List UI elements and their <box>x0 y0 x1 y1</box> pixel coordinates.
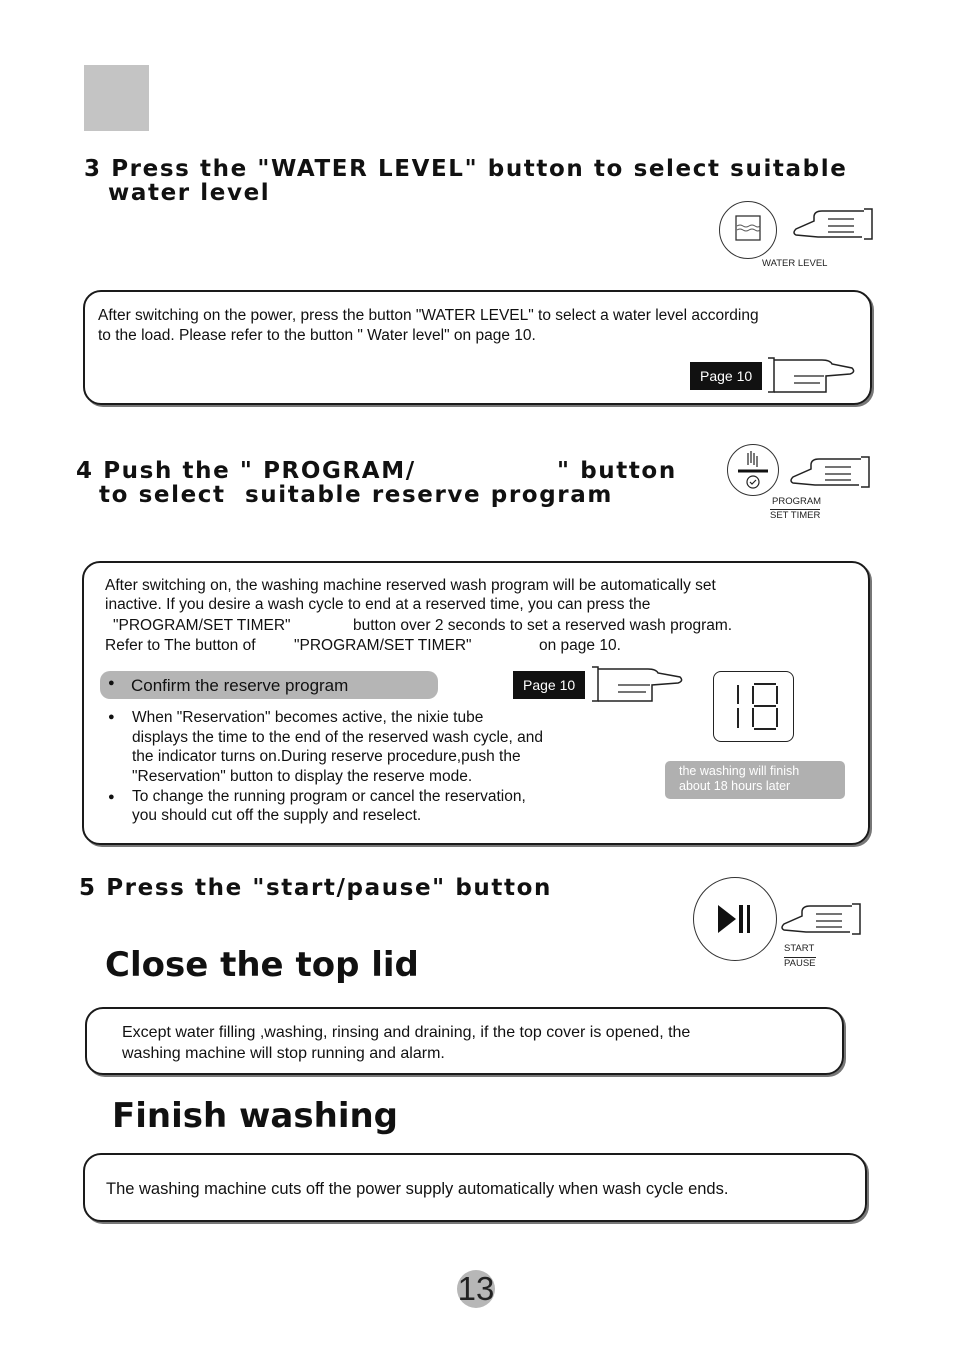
display-note <box>665 761 845 799</box>
step3-title-line2: water level <box>108 180 271 206</box>
water-level-icon-label: WATER LEVEL <box>762 258 828 269</box>
display-note-line1: the washing will finish <box>679 764 800 778</box>
pointing-hand-icon <box>780 902 866 943</box>
step4-text-line4a: Refer to The button of <box>105 637 256 654</box>
step4-text-line4b: "PROGRAM/SET TIMER" <box>294 637 472 654</box>
bullet2-line1: To change the running program or cancel the reservation, <box>132 788 526 805</box>
bullet-icon: ● <box>108 677 115 689</box>
start-icon-label: START <box>784 943 815 954</box>
header-square <box>84 65 149 131</box>
step3-page-reference: Page 10 <box>690 362 762 390</box>
bullet-icon: ● <box>108 791 115 803</box>
step4-page-reference: Page 10 <box>513 671 585 699</box>
confirm-reserve-label: Confirm the reserve program <box>131 676 349 695</box>
nixie-display <box>713 671 794 742</box>
water-level-button-icon <box>719 201 777 259</box>
bullet-icon: ● <box>108 711 115 723</box>
page-number: 13 <box>457 1270 495 1307</box>
step3-text-line2: to the load. Please refer to the button " Water level" on page 10. <box>98 327 536 344</box>
bullet2-line2: you should cut off the supply and reselect. <box>132 807 422 824</box>
close-lid-text-line2: washing machine will stop running and alarm. <box>122 1045 445 1062</box>
program-icon-label: PROGRAM <box>772 496 822 507</box>
pointing-hand-icon <box>792 207 878 248</box>
step4-text-line3b: button over 2 seconds to set a reserved wash program. <box>353 617 733 634</box>
step4-title-line2b: suitable reserve program <box>245 482 613 508</box>
pointing-hand-right-icon <box>764 354 856 401</box>
step4-title-end: " button <box>557 458 677 484</box>
pointing-hand-right-icon <box>588 663 684 710</box>
display-note-line2: about 18 hours later <box>679 779 791 793</box>
step4-title: 4 Push the " PROGRAM/ <box>76 458 416 484</box>
bullet1-line2: displays the time to the end of the reserved wash cycle, and <box>132 729 543 746</box>
step4-text-line3a: "PROGRAM/SET TIMER" <box>113 617 291 634</box>
bullet1-line1: When "Reservation" becomes active, the nixie tube <box>132 709 484 726</box>
bullet1-line4: "Reservation" button to display the reserve mode. <box>132 768 473 785</box>
step3-title: 3 Press the "WATER LEVEL" button to select suitable <box>84 156 848 182</box>
pause-icon-label: PAUSE <box>784 958 816 969</box>
close-lid-text-line1: Except water filling ,washing, rinsing and draining, if the top cover is opened, the <box>122 1024 691 1041</box>
bullet1-line3: the indicator turns on.During reserve procedure,push the <box>132 748 521 765</box>
finish-washing-heading: Finish washing <box>112 1096 399 1136</box>
close-lid-heading: Close the top lid <box>105 945 419 985</box>
step4-title-line2a: to select <box>99 482 226 508</box>
start-pause-button-icon <box>693 877 777 961</box>
step3-text-line1: After switching on the power, press the button "WATER LEVEL" to select a water level according <box>98 307 759 324</box>
program-timer-button-icon <box>727 444 779 496</box>
step5-title: 5 Press the "start/pause" button <box>79 875 552 901</box>
set-timer-icon-label: SET TIMER <box>770 510 821 521</box>
step4-text-line2: inactive. If you desire a wash cycle to end at a reserved time, you can press the <box>105 596 651 613</box>
step4-text-line4c: on page 10. <box>539 637 621 654</box>
finish-text: The washing machine cuts off the power supply automatically when wash cycle ends. <box>106 1180 729 1198</box>
step4-text-line1: After switching on, the washing machine reserved wash program will be automatically set <box>105 577 716 594</box>
pointing-hand-icon <box>789 455 875 496</box>
